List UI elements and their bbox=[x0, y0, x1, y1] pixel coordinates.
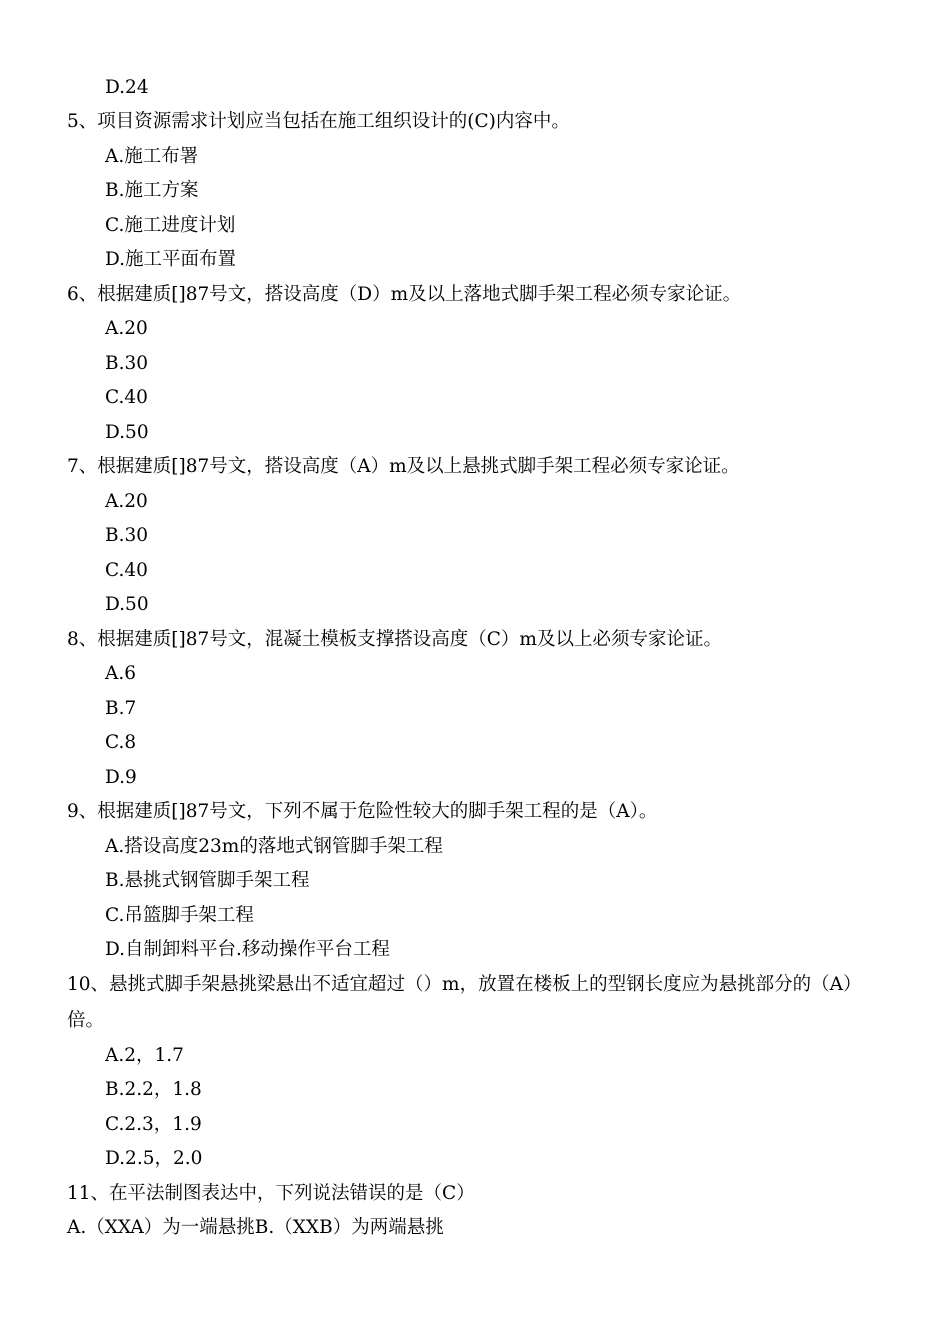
option-line: A.（XXA）为一端悬挑B.（XXB）为两端悬挑 bbox=[67, 1217, 444, 1238]
question-line: 11、在平法制图表达中，下列说法错误的是（C） bbox=[67, 1183, 475, 1204]
option-line: A.6 bbox=[105, 663, 137, 684]
option-line: A.搭设高度23m的落地式钢管脚手架工程 bbox=[105, 836, 443, 857]
option-line: A.2，1.7 bbox=[105, 1045, 184, 1066]
option-line: B.悬挑式钢管脚手架工程 bbox=[105, 870, 310, 891]
option-line: C.吊篮脚手架工程 bbox=[105, 905, 254, 926]
option-line: C.施工进度计划 bbox=[105, 215, 236, 236]
option-line: D.2.5，2.0 bbox=[105, 1148, 203, 1169]
question-continuation: 倍。 bbox=[67, 1010, 105, 1031]
option-line: D.9 bbox=[105, 767, 137, 788]
question-line: 6、根据建质[]87号文，搭设高度（D）m及以上落地式脚手架工程必须专家论证。 bbox=[67, 284, 742, 305]
option-line: D.24 bbox=[105, 77, 149, 98]
option-line: A.20 bbox=[105, 491, 148, 512]
option-line: B.30 bbox=[105, 525, 149, 546]
option-line: B.2.2，1.8 bbox=[105, 1079, 202, 1100]
option-line: D.施工平面布置 bbox=[105, 249, 237, 270]
question-line: 5、项目资源需求计划应当包括在施工组织设计的(C)内容中。 bbox=[67, 111, 570, 132]
option-line: A.施工布署 bbox=[105, 146, 199, 167]
question-line: 10、悬挑式脚手架悬挑梁悬出不适宜超过（）m，放置在楼板上的型钢长度应为悬挑部分的（A） bbox=[67, 974, 862, 995]
option-line: C.40 bbox=[105, 387, 148, 408]
question-line: 8、根据建质[]87号文，混凝土模板支撑搭设高度（C）m及以上必须专家论证。 bbox=[67, 629, 722, 650]
option-line: D.50 bbox=[105, 422, 149, 443]
option-line: B.30 bbox=[105, 353, 149, 374]
question-line: 9、根据建质[]87号文，下列不属于危险性较大的脚手架工程的是（A）。 bbox=[67, 801, 658, 822]
option-line: D.自制卸料平台.移动操作平台工程 bbox=[105, 939, 390, 960]
option-line: D.50 bbox=[105, 594, 149, 615]
question-line: 7、根据建质[]87号文，搭设高度（A）m及以上悬挑式脚手架工程必须专家论证。 bbox=[67, 456, 740, 477]
option-line: C.40 bbox=[105, 560, 148, 581]
option-line: A.20 bbox=[105, 318, 148, 339]
option-line: C.8 bbox=[105, 732, 137, 753]
option-line: B.施工方案 bbox=[105, 180, 199, 201]
option-line: C.2.3，1.9 bbox=[105, 1114, 202, 1135]
option-line: B.7 bbox=[105, 698, 137, 719]
